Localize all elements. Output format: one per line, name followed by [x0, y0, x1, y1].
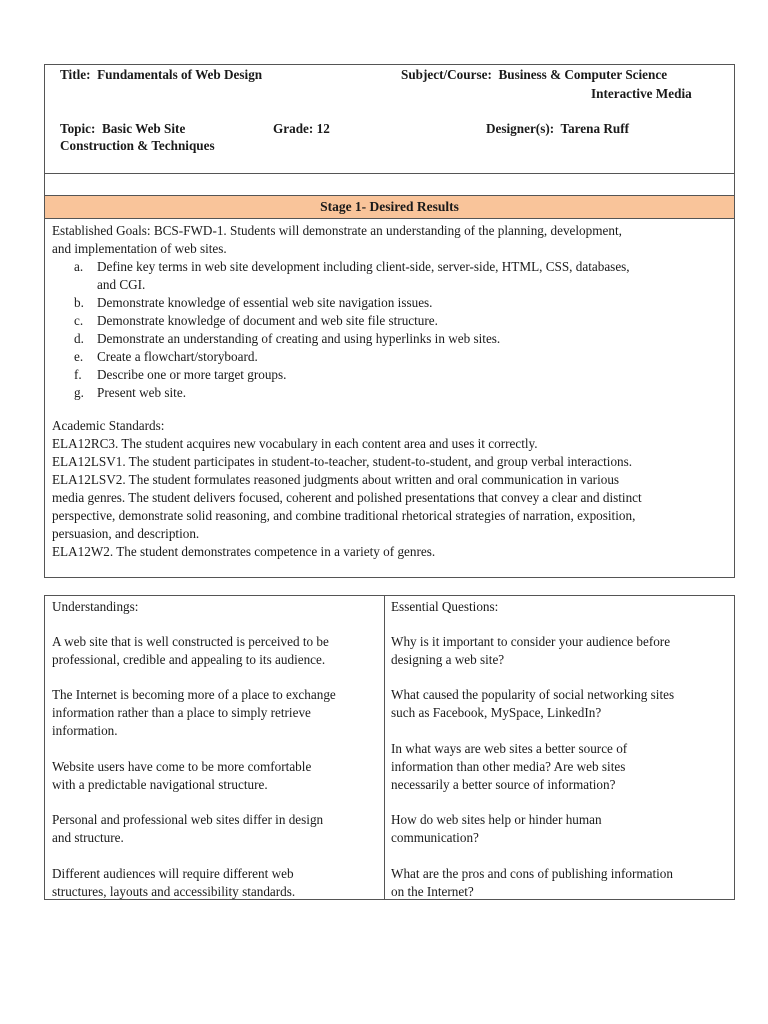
subject-line1: Business & Computer Science: [498, 67, 668, 82]
designer-value: Tarena Ruff: [560, 121, 629, 136]
understanding-line: and structure.: [52, 830, 124, 845]
goal-text: Demonstrate knowledge of essential web site navigation issues.: [97, 295, 433, 310]
goals-intro-line1: Established Goals: BCS-FWD-1. Students will demonstrate an understanding of the planning, development,: [52, 223, 622, 238]
question-line: How do web sites help or hinder human: [391, 812, 602, 827]
grade-value: 12: [316, 121, 330, 136]
questions-heading: Essential Questions:: [391, 599, 499, 614]
goal-item: [52, 330, 707, 348]
standard-line: ELA12LSV1. The student participates in student-to-teacher, student-to-student, and group verbal interactions.: [52, 454, 633, 469]
question-line: on the Internet?: [391, 884, 474, 899]
question-line: information than other media? Are web sites: [391, 759, 626, 774]
question-line: In what ways are web sites a better source of: [391, 741, 628, 756]
stage-title: Stage 1- Desired Results: [320, 199, 459, 214]
goal-item: [52, 366, 707, 384]
standard-line: persuasion, and description.: [52, 526, 200, 541]
understanding-line: with a predictable navigational structure.: [52, 777, 268, 792]
understanding-line: Personal and professional web sites differ in design: [52, 812, 324, 827]
goal-text-cont: and CGI.: [97, 277, 146, 292]
question-line: such as Facebook, MySpace, LinkedIn?: [391, 705, 602, 720]
understanding-line: information.: [52, 723, 118, 738]
standard-line: perspective, demonstrate solid reasoning, and combine traditional rhetorical strategies of narration, exposition,: [52, 508, 636, 523]
goals-list: [52, 258, 707, 402]
goal-marker: c.: [74, 313, 84, 328]
understanding-line: The Internet is becoming more of a place to exchange: [52, 687, 336, 702]
topic-line2: Construction & Techniques: [60, 138, 215, 153]
goal-item: [52, 258, 707, 294]
goal-text: Describe one or more target groups.: [97, 367, 287, 382]
goal-text: Demonstrate knowledge of document and web site file structure.: [97, 313, 438, 328]
grade-label: Grade:: [273, 121, 314, 136]
column-divider: [384, 596, 385, 899]
title-value: Fundamentals of Web Design: [97, 67, 263, 82]
question-line: What caused the popularity of social networking sites: [391, 687, 675, 702]
topic-label: Topic:: [60, 121, 96, 136]
goal-marker: g.: [74, 385, 84, 400]
goal-text: Create a flowchart/storyboard.: [97, 349, 258, 364]
question-line: What are the pros and cons of publishing information: [391, 866, 673, 881]
standard-line: ELA12LSV2. The student formulates reasoned judgments about written and oral communication in various: [52, 472, 620, 487]
understanding-line: A web site that is well constructed is perceived to be: [52, 634, 329, 649]
goal-item: [52, 348, 707, 366]
question-line: Why is it important to consider your audience before: [391, 634, 671, 649]
understanding-line: professional, credible and appealing to its audience.: [52, 652, 326, 667]
topic-field: [60, 120, 185, 138]
question-line: necessarily a better source of information?: [391, 777, 616, 792]
goal-item: [52, 294, 707, 312]
goal-text: Demonstrate an understanding of creating and using hyperlinks in web sites.: [97, 331, 501, 346]
understanding-line: Website users have come to be more comfortable: [52, 759, 312, 774]
stage-heading-bar: [44, 195, 735, 219]
standard-line: media genres. The student delivers focused, coherent and polished presentations that convey a clear and distinct: [52, 490, 642, 505]
subject-line2: Interactive Media: [591, 86, 692, 101]
goal-item: [52, 384, 707, 402]
goal-text: Define key terms in web site development including client-side, server-side, HTML, CSS, databases,: [97, 259, 630, 274]
standard-line: ELA12RC3. The student acquires new vocabulary in each content area and uses it correctly.: [52, 436, 538, 451]
goals-intro-line2: and implementation of web sites.: [52, 241, 227, 256]
goal-marker: e.: [74, 349, 84, 364]
topic-line1: Basic Web Site: [102, 121, 186, 136]
goal-text: Present web site.: [97, 385, 186, 400]
understanding-line: information rather than a place to simply retrieve: [52, 705, 311, 720]
goal-marker: d.: [74, 331, 84, 346]
question-line: communication?: [391, 830, 479, 845]
question-line: designing a web site?: [391, 652, 505, 667]
standards-heading: Academic Standards:: [52, 418, 165, 433]
designer-label: Designer(s):: [486, 121, 555, 136]
understanding-line: Different audiences will require different web: [52, 866, 294, 881]
title-label: Title:: [60, 67, 91, 82]
goal-marker: b.: [74, 295, 84, 310]
goal-item: [52, 312, 707, 330]
understanding-line: structures, layouts and accessibility standards.: [52, 884, 296, 899]
header-divider: [45, 173, 734, 174]
designer-field: [486, 120, 629, 138]
standard-line: ELA12W2. The student demonstrates competence in a variety of genres.: [52, 544, 436, 559]
subject-field: [401, 66, 667, 84]
subject-label: Subject/Course:: [401, 67, 492, 82]
title-field: [60, 66, 262, 84]
goal-marker: f.: [74, 367, 82, 382]
goal-marker: a.: [74, 259, 84, 274]
grade-field: [273, 120, 330, 138]
understandings-heading: Understandings:: [52, 599, 139, 614]
